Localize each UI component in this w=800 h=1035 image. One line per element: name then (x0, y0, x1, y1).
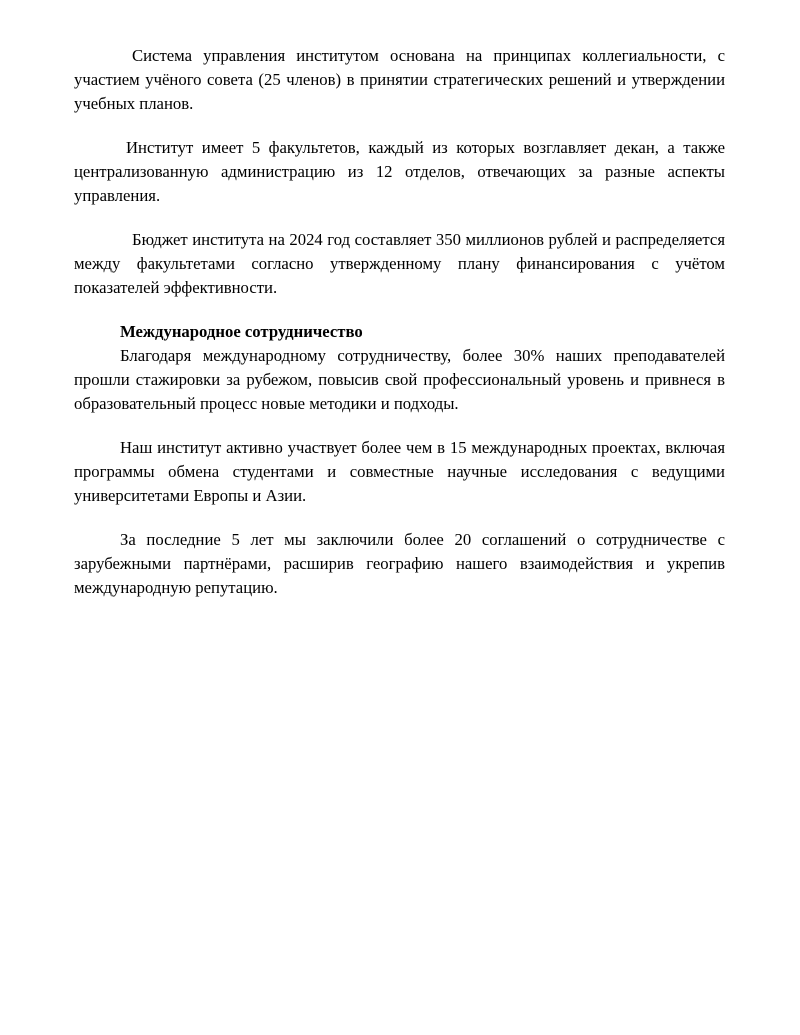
paragraph-internships: Благодаря международному сотрудничеству, более 30% наших преподавателей прошли стажировки за рубежом, повысив свой профессиональный уровень и привнеся в образовательный процесс новые методики и подходы. (74, 346, 725, 413)
paragraph-faculties: Институт имеет 5 факультетов, каждый из которых возглавляет декан, а также централизованную администрацию из 12 отделов, отвечающих за разные аспекты управления. (74, 138, 725, 205)
document-body (74, 44, 725, 600)
section-heading-international: Международное сотрудничество (120, 322, 363, 341)
paragraph-governance: Система управления институтом основана на принципах коллегиальности, с участием учёного совета (25 членов) в принятии стратегических решений и утверждении учебных планов. (74, 46, 725, 113)
paragraph-projects: Наш институт активно участвует более чем в 15 международных проектах, включая программы обмена студентами и совместные научные исследования с ведущими университетами Европы и Азии. (74, 438, 725, 505)
paragraph-agreements: За последние 5 лет мы заключили более 20 соглашений о сотрудничестве с зарубежными партнёрами, расширив географию нашего взаимодействия и укрепив международную репутацию. (74, 530, 725, 597)
paragraph-budget: Бюджет института на 2024 год составляет 350 миллионов рублей и распределяется между факультетами согласно утвержденному плану финансирования с учётом показателей эффективности. (74, 230, 725, 297)
